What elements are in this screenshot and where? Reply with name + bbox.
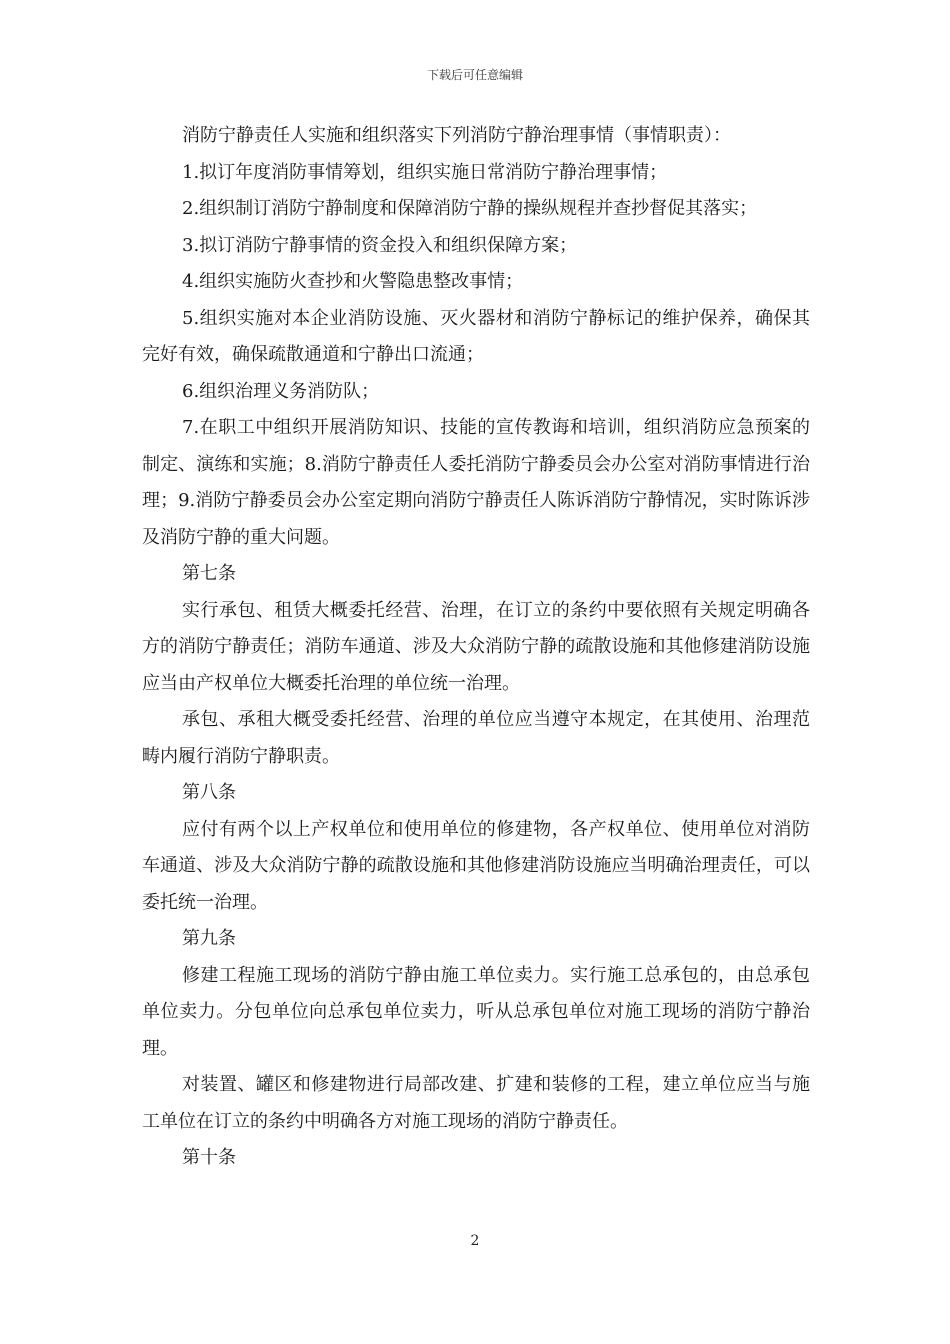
list-item-3: 3.拟订消防宁静事情的资金投入和组织保障方案； — [182, 234, 578, 256]
paragraph-8-1: 应付有两个以上产权单位和使用单位的修建物，各产权单位、使用单位对消防车通道、涉及大众消防宁静的疏散设施和其他修建消防设施应当明确治理责任，可以委托统一治理。 — [142, 818, 810, 913]
page-number: 2 — [470, 1233, 480, 1249]
list-item-4: 4.组织实施防火查抄和火警隐患整改事情； — [182, 271, 524, 292]
paragraph-7-1: 实行承包、租赁大概委托经营、治理，在订立的条约中要依照有关规定明确各方的消防宁静责任；消防车通道、涉及大众消防宁静的疏散设施和其他修建消防设施应当由产权单位大概委托治理的单位统一治理。 — [142, 599, 810, 694]
section-heading-10: 第十条 — [182, 1147, 236, 1168]
paragraph-9-2: 对装置、罐区和修建物进行局部改建、扩建和装修的工程，建立单位应当与施工单位在订立的条约中明确各方对施工现场的消防宁静责任。 — [142, 1074, 810, 1132]
paragraph-9-1: 修建工程施工现场的消防宁静由施工单位卖力。实行施工总承包的，由总承包单位卖力。分包单位向总承包单位卖力，听从总承包单位对施工现场的消防宁静治理。 — [142, 964, 810, 1059]
list-item-7-9: 7.在职工中组织开展消防知识、技能的宣传教诲和培训，组织消防应急预案的制定、演练和实施；8.消防宁静责任人委托消防宁静委员会办公室对消防事情进行治理；9.消防宁静委员会办公室定期向消防宁静责任人陈诉消防宁静情况，实时陈诉涉及消防宁静的重大问题。 — [142, 417, 810, 548]
section-heading-8: 第八条 — [182, 782, 236, 803]
page-header: 下载后可任意编辑 — [426, 68, 523, 82]
document-body — [142, 118, 810, 1177]
paragraph-intro: 消防宁静责任人实施和组织落实下列消防宁静治理事情（事情职责）： — [182, 125, 731, 146]
list-item-6: 6.组织治理义务消防队； — [182, 380, 380, 402]
section-heading-9: 第九条 — [182, 928, 236, 949]
list-item-2: 2.组织制订消防宁静制度和保障消防宁静的操纵规程并查抄督促其落实； — [182, 198, 758, 219]
paragraph-7-2: 承包、承租大概受委托经营、治理的单位应当遵守本规定，在其使用、治理范畴内履行消防宁静职责。 — [142, 709, 810, 767]
list-item-5: 5.组织实施对本企业消防设施、灭火器材和消防宁静标记的维护保养，确保其完好有效，确保疏散通道和宁静出口流通； — [142, 307, 810, 365]
list-item-1: 1.拟订年度消防事情筹划，组织实施日常消防宁静治理事情； — [182, 161, 668, 183]
section-heading-7: 第七条 — [182, 563, 236, 584]
